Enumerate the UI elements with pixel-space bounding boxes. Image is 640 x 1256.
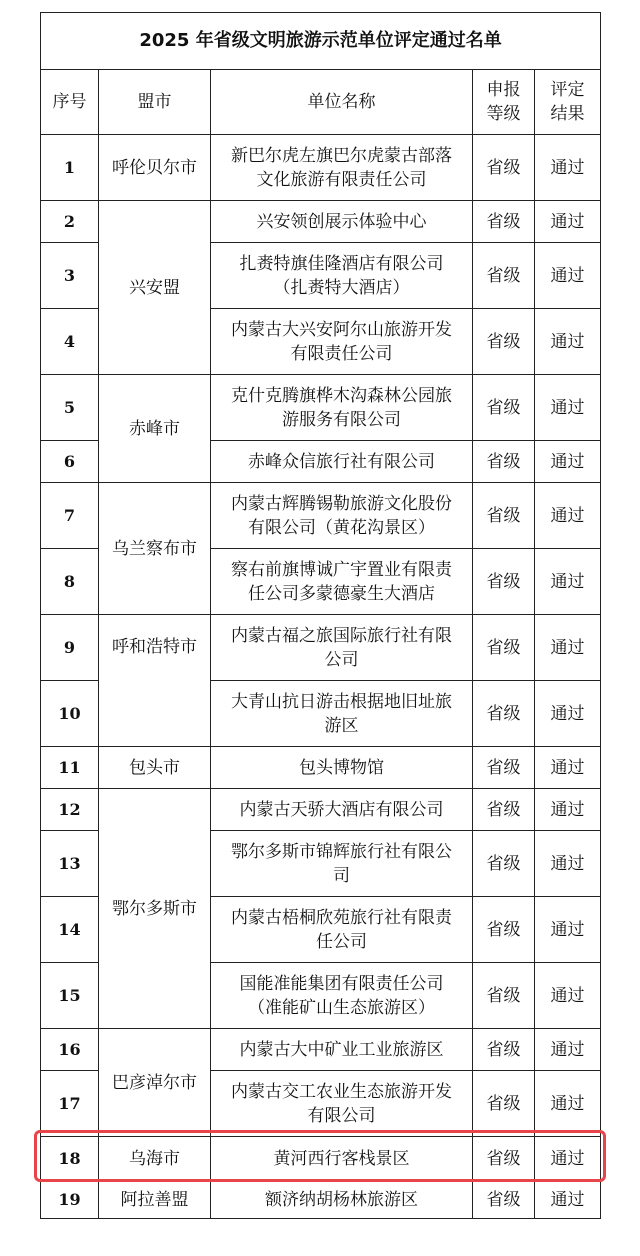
result-cell: 通过 (535, 831, 601, 897)
level-cell: 省级 (473, 1029, 535, 1071)
level-cell: 省级 (473, 135, 535, 201)
header-unit: 单位名称 (211, 70, 473, 135)
unit-cell (211, 831, 473, 897)
unit-line: 有限责任公司 (290, 343, 393, 364)
row-index: 12 (41, 789, 99, 831)
unit-cell (211, 747, 473, 789)
row-index: 17 (41, 1071, 99, 1137)
row-index: 4 (41, 309, 99, 375)
unit-cell (211, 243, 473, 309)
result-cell: 通过 (535, 681, 601, 747)
level-cell: 省级 (473, 375, 535, 441)
level-cell: 省级 (473, 963, 535, 1029)
unit-line: 额济纳胡杨林旅游区 (265, 1189, 418, 1210)
city-cell: 兴安盟 (99, 201, 211, 375)
unit-line: 鄂尔多斯市锦辉旅行社有限公 (231, 841, 452, 862)
row-index: 19 (41, 1181, 99, 1219)
level-cell: 省级 (473, 831, 535, 897)
unit-line: 内蒙古天骄大酒店有限公司 (239, 799, 444, 820)
title-row (41, 13, 601, 70)
row-index: 14 (41, 897, 99, 963)
document-page (40, 12, 600, 1219)
row-index: 18 (41, 1137, 99, 1181)
unit-line: 察右前旗博诚广宇置业有限责 (231, 559, 452, 580)
unit-line: 内蒙古交工农业生态旅游开发 (231, 1081, 452, 1102)
header-row (41, 70, 601, 135)
city-cell: 鄂尔多斯市 (99, 789, 211, 1029)
unit-cell (211, 309, 473, 375)
row-index: 13 (41, 831, 99, 897)
header-result-line2: 结果 (550, 104, 585, 124)
row-index: 16 (41, 1029, 99, 1071)
result-cell: 通过 (535, 1181, 601, 1219)
header-result-line1: 评定 (550, 80, 585, 100)
unit-line: 公司 (324, 649, 359, 670)
table-row (41, 135, 601, 201)
unit-line: 内蒙古福之旅国际旅行社有限 (231, 625, 452, 646)
row-index: 3 (41, 243, 99, 309)
level-cell: 省级 (473, 441, 535, 483)
level-cell: 省级 (473, 897, 535, 963)
city-cell: 赤峰市 (99, 375, 211, 483)
row-index: 2 (41, 201, 99, 243)
row-index: 6 (41, 441, 99, 483)
header-level-line2: 等级 (486, 104, 521, 124)
table-row (41, 375, 601, 441)
result-cell: 通过 (535, 201, 601, 243)
unit-cell (211, 963, 473, 1029)
unit-line: 包头博物馆 (299, 757, 384, 778)
unit-cell (211, 441, 473, 483)
table-row (41, 789, 601, 831)
unit-cell (211, 375, 473, 441)
unit-line: 内蒙古辉腾锡勒旅游文化股份 (231, 493, 452, 514)
unit-cell (211, 483, 473, 549)
row-index: 5 (41, 375, 99, 441)
unit-line: 任公司 (316, 931, 367, 952)
result-cell: 通过 (535, 615, 601, 681)
city-cell: 包头市 (99, 747, 211, 789)
header-index: 序号 (41, 70, 99, 135)
result-cell: 通过 (535, 441, 601, 483)
unit-line: （扎赉特大酒店） (273, 277, 410, 298)
approval-list-table (40, 12, 601, 1219)
unit-cell (211, 615, 473, 681)
level-cell: 省级 (473, 789, 535, 831)
level-cell: 省级 (473, 1071, 535, 1137)
result-cell: 通过 (535, 375, 601, 441)
header-level (473, 70, 535, 135)
table-row (41, 615, 601, 681)
unit-line: 克什克腾旗桦木沟森林公园旅 (231, 385, 452, 406)
unit-line: 有限公司（黄花沟景区） (248, 517, 435, 538)
unit-cell (211, 1071, 473, 1137)
table-row (41, 483, 601, 549)
level-cell: 省级 (473, 681, 535, 747)
unit-line: 内蒙古大中矿业工业旅游区 (239, 1039, 444, 1060)
level-cell: 省级 (473, 243, 535, 309)
level-cell: 省级 (473, 309, 535, 375)
unit-cell (211, 897, 473, 963)
result-cell: 通过 (535, 135, 601, 201)
city-cell: 阿拉善盟 (99, 1181, 211, 1219)
city-cell: 呼和浩特市 (99, 615, 211, 747)
header-city: 盟市 (99, 70, 211, 135)
unit-cell (211, 201, 473, 243)
unit-cell (211, 789, 473, 831)
unit-line: 内蒙古大兴安阿尔山旅游开发 (231, 319, 452, 340)
unit-line: 游服务有限公司 (282, 409, 401, 430)
unit-cell (211, 681, 473, 747)
row-index: 9 (41, 615, 99, 681)
result-cell: 通过 (535, 243, 601, 309)
row-index: 8 (41, 549, 99, 615)
row-index: 1 (41, 135, 99, 201)
table-row (41, 201, 601, 243)
table-row-highlighted (41, 1137, 601, 1181)
unit-cell (211, 1029, 473, 1071)
result-cell: 通过 (535, 549, 601, 615)
city-cell: 乌兰察布市 (99, 483, 211, 615)
level-cell: 省级 (473, 1181, 535, 1219)
unit-line: （准能矿山生态旅游区） (248, 997, 435, 1018)
result-cell: 通过 (535, 963, 601, 1029)
table-row (41, 1181, 601, 1219)
unit-cell (211, 549, 473, 615)
result-cell: 通过 (535, 897, 601, 963)
unit-line: 游区 (324, 715, 359, 736)
row-index: 11 (41, 747, 99, 789)
level-cell: 省级 (473, 201, 535, 243)
city-cell: 乌海市 (99, 1137, 211, 1181)
table-row (41, 1029, 601, 1071)
unit-cell (211, 135, 473, 201)
unit-line: 黄河西行客栈景区 (273, 1148, 410, 1169)
unit-line: 任公司多蒙德豪生大酒店 (248, 583, 435, 604)
level-cell: 省级 (473, 549, 535, 615)
row-index: 10 (41, 681, 99, 747)
result-cell: 通过 (535, 309, 601, 375)
unit-line: 国能准能集团有限责任公司 (239, 973, 444, 994)
city-cell: 呼伦贝尔市 (99, 135, 211, 201)
unit-line: 司 (333, 865, 350, 886)
result-cell: 通过 (535, 1071, 601, 1137)
unit-line: 新巴尔虎左旗巴尔虎蒙古部落 (231, 145, 452, 166)
result-cell: 通过 (535, 1137, 601, 1181)
level-cell: 省级 (473, 615, 535, 681)
row-index: 15 (41, 963, 99, 1029)
city-cell: 巴彦淖尔市 (99, 1029, 211, 1137)
level-cell: 省级 (473, 1137, 535, 1181)
table-row (41, 747, 601, 789)
level-cell: 省级 (473, 747, 535, 789)
unit-line: 赤峰众信旅行社有限公司 (248, 451, 435, 472)
row-index: 7 (41, 483, 99, 549)
unit-line: 大青山抗日游击根据地旧址旅 (231, 691, 452, 712)
unit-cell (211, 1181, 473, 1219)
unit-line: 扎赉特旗佳隆酒店有限公司 (239, 253, 444, 274)
result-cell: 通过 (535, 483, 601, 549)
result-cell: 通过 (535, 1029, 601, 1071)
level-cell: 省级 (473, 483, 535, 549)
unit-cell (211, 1137, 473, 1181)
header-level-line1: 申报 (486, 80, 521, 100)
unit-line: 文化旅游有限责任公司 (256, 169, 427, 190)
header-result (535, 70, 601, 135)
unit-line: 有限公司 (307, 1105, 376, 1126)
result-cell: 通过 (535, 789, 601, 831)
table-title: 2025 年省级文明旅游示范单位评定通过名单 (41, 13, 601, 70)
unit-line: 内蒙古梧桐欣苑旅行社有限责 (231, 907, 452, 928)
unit-line: 兴安领创展示体验中心 (256, 211, 427, 232)
result-cell: 通过 (535, 747, 601, 789)
